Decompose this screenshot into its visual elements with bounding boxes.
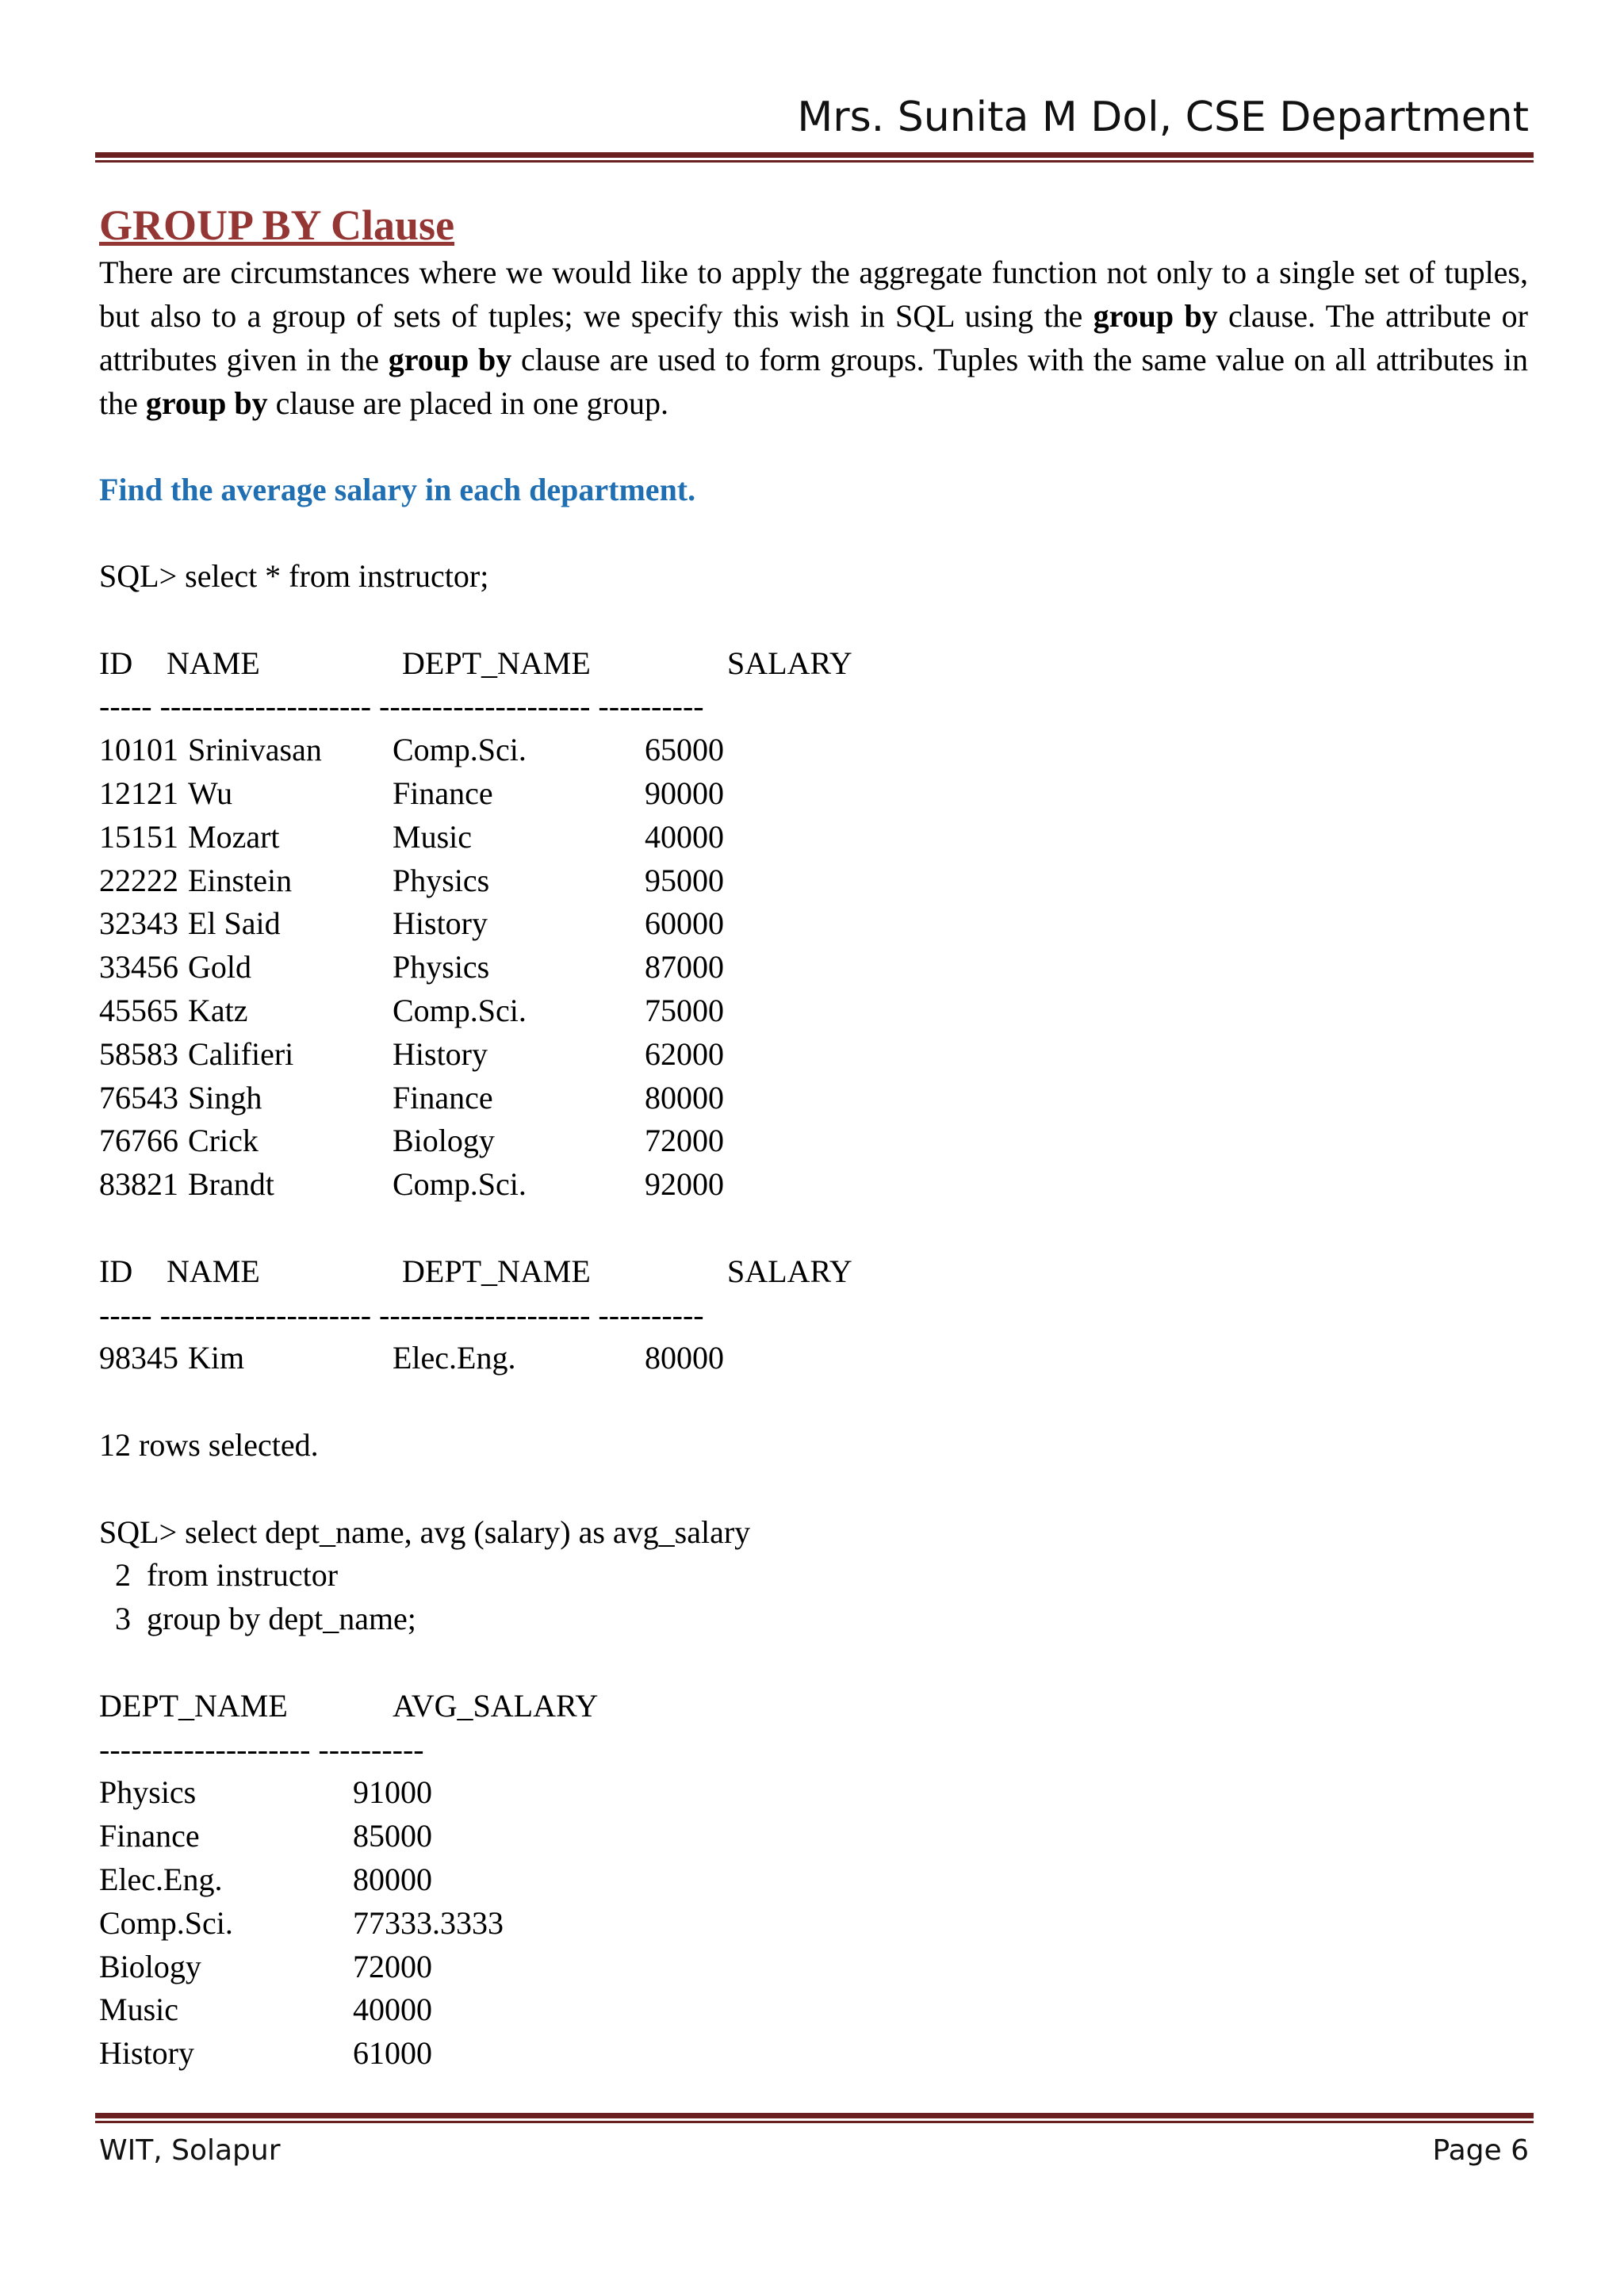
cell-dept: History: [393, 905, 488, 942]
cell-dept: Physics: [393, 949, 490, 985]
table-row: [99, 902, 1051, 946]
column-header: NAME: [167, 645, 260, 681]
sql-query-line: [99, 1554, 1051, 1598]
sql-output: [99, 555, 1051, 2076]
cell-dept: Elec.Eng.: [99, 1861, 223, 1897]
table-separator: [99, 1728, 1051, 1772]
cell-dept: Music: [99, 1992, 178, 2028]
keyword-group-by: group by: [388, 342, 512, 377]
cell-name: Einstein: [188, 862, 293, 898]
cell-id: 12121: [99, 775, 178, 811]
cell-salary: 95000: [645, 862, 724, 898]
column-header: SALARY: [727, 1253, 852, 1289]
cell-salary: 87000: [645, 949, 724, 985]
blank-line: [99, 599, 1051, 642]
table-row: [99, 1033, 1051, 1077]
cell-salary: 60000: [645, 905, 724, 942]
task-heading: Find the average salary in each department.: [99, 472, 696, 507]
sql-prompt-line: [99, 555, 1051, 599]
table-row: [99, 1077, 1051, 1120]
footer-page-number: Page 6: [1432, 2134, 1529, 2167]
sql-query: SQL> select * from instructor;: [99, 558, 489, 594]
cell-avg-salary: 91000: [353, 1774, 432, 1811]
intro-paragraph: [99, 251, 1528, 425]
cell-name: Crick: [188, 1123, 259, 1159]
sql-query-line: [99, 1598, 1051, 1641]
cell-id: 98345: [99, 1340, 178, 1376]
cell-name: Brandt: [188, 1166, 274, 1203]
column-header: DEPT_NAME: [99, 1687, 288, 1724]
cell-salary: 80000: [645, 1340, 724, 1376]
cell-id: 10101: [99, 732, 178, 768]
footer-institution: WIT, Solapur: [99, 2134, 281, 2167]
column-header: NAME: [167, 1253, 260, 1289]
sql-query: 3 group by dept_name;: [99, 1601, 416, 1637]
cell-salary: 80000: [645, 1079, 724, 1115]
table-separator: [99, 1294, 1051, 1337]
section-content: [99, 200, 1528, 425]
cell-id: 83821: [99, 1166, 178, 1203]
separator: ----- -------------------- -------------------- ----------: [99, 1296, 704, 1333]
cell-id: 45565: [99, 992, 178, 1028]
cell-name: Gold: [188, 949, 251, 985]
cell-id: 58583: [99, 1035, 178, 1072]
footer-rule: [95, 2113, 1534, 2118]
cell-dept: History: [393, 1035, 488, 1072]
intro-text: clause are used to form groups. Tuples with the same value on all attributes in the: [99, 342, 1528, 421]
cell-dept: Finance: [393, 775, 493, 811]
cell-avg-salary: 61000: [353, 2035, 432, 2072]
table-row: [99, 1946, 1051, 1989]
cell-id: 15151: [99, 818, 178, 855]
table-row: [99, 1119, 1051, 1163]
table-row: [99, 729, 1051, 772]
column-header: SALARY: [727, 645, 852, 681]
header-rule-thin: [95, 160, 1534, 163]
separator: ----- -------------------- -------------------- ----------: [99, 688, 704, 725]
header-rule: [95, 152, 1534, 158]
task-block: [99, 468, 1528, 511]
cell-name: Singh: [188, 1079, 262, 1115]
cell-dept: Comp.Sci.: [393, 1166, 527, 1203]
cell-name: Mozart: [188, 818, 280, 855]
table-row: [99, 1902, 1051, 1946]
table-row: [99, 2032, 1051, 2076]
intro-text: clause. The attribute or attributes given in the: [99, 298, 1528, 377]
cell-salary: 40000: [645, 818, 724, 855]
cell-dept: Comp.Sci.: [393, 992, 527, 1028]
cell-id: 76543: [99, 1079, 178, 1115]
column-header: AVG_SALARY: [393, 1687, 599, 1724]
cell-name: Srinivasan: [188, 732, 322, 768]
cell-dept: Music: [393, 818, 472, 855]
table-row: [99, 946, 1051, 989]
cell-salary: 92000: [645, 1166, 724, 1203]
intro-text: clause are placed in one group.: [267, 385, 668, 421]
header-title: Mrs. Sunita M Dol, CSE Department: [797, 94, 1529, 141]
table-header: [99, 1250, 1051, 1294]
rows-selected-line: [99, 1424, 1051, 1468]
keyword-group-by: group by: [1093, 298, 1218, 334]
cell-id: 32343: [99, 905, 178, 942]
section-heading: GROUP BY Clause: [99, 201, 455, 249]
cell-dept: Comp.Sci.: [99, 1904, 233, 1941]
cell-salary: 65000: [645, 732, 724, 768]
column-header: ID: [99, 645, 133, 681]
column-header: DEPT_NAME: [402, 1253, 591, 1289]
table-row: [99, 989, 1051, 1033]
cell-dept: History: [99, 2035, 194, 2072]
cell-avg-salary: 77333.3333: [353, 1904, 504, 1941]
blank-line: [99, 1207, 1051, 1250]
blank-line: [99, 1380, 1051, 1424]
table-row: [99, 772, 1051, 816]
cell-salary: 75000: [645, 992, 724, 1028]
sql-query-line: [99, 1511, 1051, 1555]
table-header: [99, 1685, 1051, 1728]
keyword-group-by: group by: [145, 385, 268, 421]
table-row: [99, 1858, 1051, 1902]
cell-dept: Finance: [393, 1079, 493, 1115]
cell-id: 22222: [99, 862, 178, 898]
cell-salary: 62000: [645, 1035, 724, 1072]
cell-avg-salary: 85000: [353, 1818, 432, 1854]
table-row: [99, 1337, 1051, 1380]
table-row: [99, 1771, 1051, 1815]
table-row: [99, 816, 1051, 859]
cell-id: 76766: [99, 1123, 178, 1159]
cell-avg-salary: 40000: [353, 1992, 432, 2028]
cell-name: Califieri: [188, 1035, 294, 1072]
separator: -------------------- ----------: [99, 1731, 424, 1767]
sql-query: 2 from instructor: [99, 1557, 339, 1594]
cell-name: El Said: [188, 905, 281, 942]
table-row: [99, 1163, 1051, 1207]
table-row: [99, 1988, 1051, 2032]
blank-line: [99, 1468, 1051, 1511]
cell-avg-salary: 72000: [353, 1948, 432, 1984]
table-separator: [99, 685, 1051, 729]
intro-text: There are circumstances where we would like to apply the aggregate function not only to a single set of tuples, but also to a group of sets of tuples; we specify this wish in SQL using the: [99, 254, 1528, 334]
cell-salary: 72000: [645, 1123, 724, 1159]
cell-dept: Physics: [393, 862, 490, 898]
sql-query: SQL> select dept_name, avg (salary) as avg_salary: [99, 1513, 751, 1550]
cell-dept: Comp.Sci.: [393, 732, 527, 768]
table-row: [99, 859, 1051, 903]
cell-dept: Biology: [99, 1948, 201, 1984]
cell-name: Kim: [188, 1340, 245, 1376]
cell-dept: Finance: [99, 1818, 200, 1854]
cell-avg-salary: 80000: [353, 1861, 432, 1897]
table-header: [99, 642, 1051, 686]
cell-dept: Physics: [99, 1774, 197, 1811]
column-header: ID: [99, 1253, 133, 1289]
cell-id: 33456: [99, 949, 178, 985]
cell-salary: 90000: [645, 775, 724, 811]
table-row: [99, 1815, 1051, 1858]
cell-dept: Elec.Eng.: [393, 1340, 516, 1376]
column-header: DEPT_NAME: [402, 645, 591, 681]
cell-name: Katz: [188, 992, 248, 1028]
footer-rule-thin: [95, 2121, 1534, 2123]
blank-line: [99, 1641, 1051, 1685]
cell-dept: Biology: [393, 1123, 495, 1159]
cell-name: Wu: [188, 775, 233, 811]
rows-selected: 12 rows selected.: [99, 1426, 319, 1463]
